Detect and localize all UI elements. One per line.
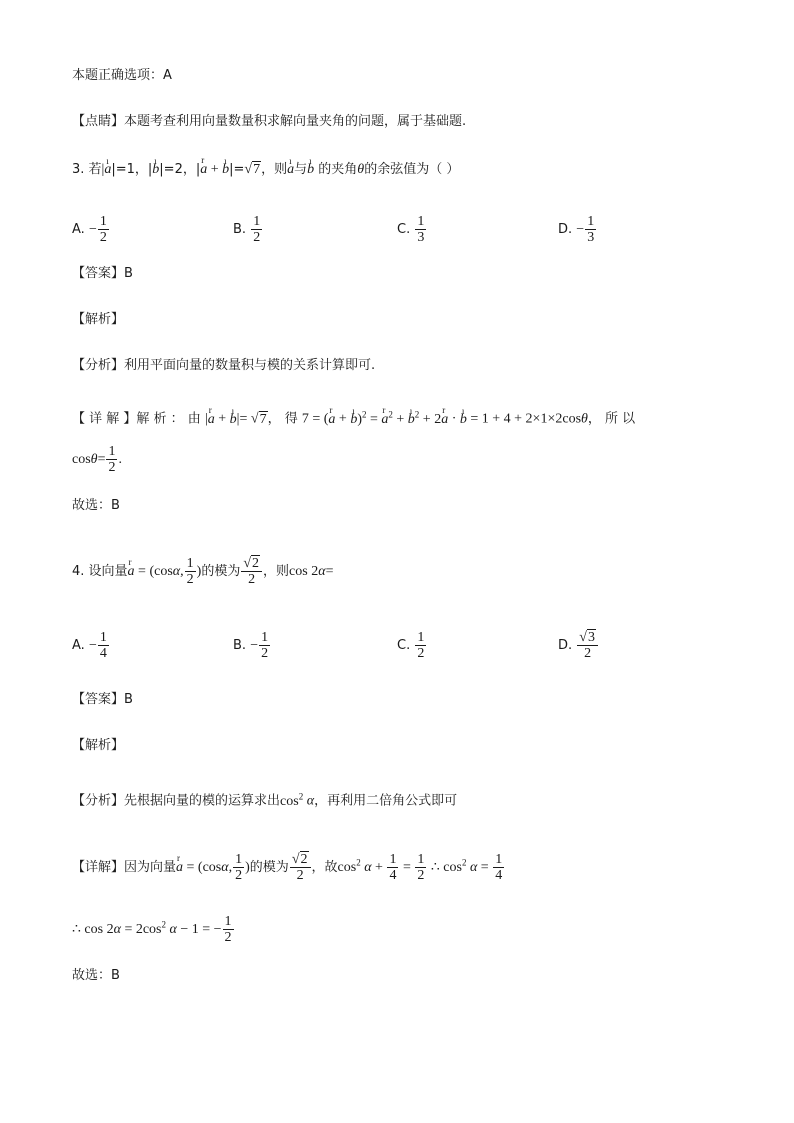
comment-line	[72, 112, 466, 132]
fraction: $\frac{1}{2}$	[235, 852, 243, 883]
vector-a: r a	[328, 410, 335, 430]
q3-text-1: |=1，|	[111, 162, 153, 177]
fraction: $\frac{1}{2}$	[417, 630, 425, 661]
q4-answer	[72, 690, 133, 710]
detail-text-a: 因为向量	[124, 860, 177, 875]
detail-tag: 【 详 解 】	[72, 411, 137, 427]
q3-analysis-tag: 【解析】	[72, 312, 125, 327]
comment-tag: 【点睛】	[72, 114, 125, 129]
q4-option-a[interactable]: A. − $\frac{1}{4}$	[72, 630, 107, 661]
fraction: $\frac{√3}{2}$	[577, 630, 598, 661]
vector-b: ı b	[408, 410, 415, 430]
fraction: $\frac{1}{2}$	[186, 556, 194, 587]
q3-text-2: |=2，|	[159, 162, 201, 177]
fraction: $\frac{1}{3}$	[587, 214, 595, 245]
option-label: D.	[558, 638, 573, 653]
detail-tag: 【详解】	[72, 860, 125, 875]
q3-option-b[interactable]	[233, 214, 263, 245]
option-label: D.	[558, 222, 573, 237]
fraction: $\frac{1}{2}$	[261, 630, 269, 661]
q3-detail-cont: cosθ= $\frac{1}{2}$ .	[72, 444, 122, 475]
fenxi-text: 先根据向量的模的运算求出	[124, 793, 281, 809]
sqrt-7: √7	[250, 411, 267, 427]
q4-conclusion: ∴ $\cos 2\alpha = 2\cos^2$ α − 1 = − $\frac{1}{2}$	[72, 914, 232, 945]
vector-a: r a	[208, 410, 215, 430]
fraction: $\frac{√2}{2}$	[290, 852, 311, 883]
question-4-stem: 4. 设向量r a = (cosα, $\frac{1}{2}$ )的模为 $\frac{√2}{2}$ ，则cos 2α=	[72, 556, 333, 587]
q3-fenxi	[72, 356, 375, 376]
vector-a: r a	[128, 562, 135, 582]
fraction: $\frac{1}{4}$	[389, 852, 397, 883]
fenxi-text-2: ，再利用二倍角公式即可	[314, 793, 458, 809]
option-label: C.	[397, 638, 411, 653]
q4-option-d[interactable]	[558, 630, 599, 661]
vector-b: ı b	[152, 160, 159, 180]
vector-b: ı b	[460, 410, 467, 430]
q3-option-c[interactable]	[397, 214, 427, 245]
q4-fenxi: 【分析】先根据向量的模的运算求出$\cos^2 \alpha$，再利用二倍角公式即可	[72, 791, 458, 809]
detail-text-b: ， 得	[267, 411, 298, 427]
q3-detail: 【 详 解 】解 析 ： 由 |r a + ı b|= √7， 得 7 = (r a + ı b)$^2$ = r $a^2$ + ı $b^2 + 2r$ a · ı b = 1 + 4 + 2×1×2cosθ， 所 以	[72, 404, 635, 430]
q3-text-5: 与	[294, 162, 308, 177]
q3-text-4: ，则	[261, 162, 288, 177]
equals: =	[97, 452, 106, 467]
vector-b: ı b	[222, 160, 229, 180]
vector-a: r a	[441, 410, 448, 430]
cos-2-text: cos 2	[289, 564, 319, 579]
detail-text-c: ，故	[311, 860, 338, 875]
q3-option-a[interactable]: A. − $\frac{1}{2}$	[72, 214, 107, 245]
answer-value: B	[124, 692, 133, 707]
fraction: $\frac{1}{3}$	[417, 214, 425, 245]
answer-tag: 【答案】	[72, 692, 125, 707]
vector-b: ı b	[307, 160, 314, 180]
q3-option-d[interactable]: D. − $\frac{1}{3}$	[558, 214, 595, 245]
vector-a: ı a	[104, 160, 111, 180]
detail-text-a: 解 析 ： 由	[136, 411, 201, 427]
detail-text-b: 的模为	[249, 860, 289, 875]
vector-b: ı b	[230, 410, 237, 430]
detail-text-c: ， 所 以	[587, 411, 636, 427]
fenxi-text: 利用平面向量的数量积与模的关系计算即可.	[124, 358, 376, 373]
fraction: $\frac{1}{2}$	[224, 914, 232, 945]
vector-a: r a	[200, 160, 207, 180]
option-label: A.	[72, 222, 85, 237]
q3-final: 故选：B	[72, 498, 120, 513]
vector-a: ı a	[287, 160, 294, 180]
q4-text-2: ，则	[263, 564, 290, 579]
previous-answer-line: 本题正确选项：A	[72, 68, 172, 83]
option-label: A.	[72, 638, 85, 653]
q3-number: 3. 若	[72, 162, 102, 177]
vector-a: r a	[176, 858, 183, 878]
q4-detail: 【详解】因为向量r a = (cosα, $\frac{1}{2}$ )的模为 $\frac{√2}{2}$ ，故$\cos^2 \alpha$ + $\frac{1}{4}$ = $\frac{1}{2}$ ∴ $\cos^2 \alpha$ = $\frac{1}{4}$	[72, 852, 505, 883]
answer-tag: 【答案】	[72, 266, 125, 281]
q4-option-c[interactable]	[397, 630, 427, 661]
sqrt-7: √7	[244, 162, 261, 177]
q3-text-3: |=	[229, 162, 245, 177]
q4-number: 4. 设向量	[72, 564, 128, 579]
q3-answer	[72, 264, 133, 284]
q4-analysis-tag: 【解析】	[72, 738, 125, 753]
option-label: B.	[233, 222, 247, 237]
fraction: $\frac{1}{2}$	[417, 852, 425, 883]
fraction: $\frac{1}{4}$	[99, 630, 107, 661]
question-3-stem: 3. 若|ı a|=1，|ı b|=2，|r a + ı b|=√7，则ı a与ı b 的夹角θ的余弦值为（ ）	[72, 160, 459, 180]
fenxi-tag: 【分析】	[72, 793, 125, 809]
vector-b: ı b	[350, 410, 357, 430]
comment-text: 本题考查利用向量数量积求解向量夹角的问题，属于基础题.	[124, 114, 467, 129]
fraction: $\frac{1}{2}$	[253, 214, 261, 245]
q3-text-7: 的余弦值为（ ）	[364, 162, 460, 177]
fraction: $\frac{1}{2}$	[108, 444, 116, 475]
option-label: B.	[233, 638, 247, 653]
option-label: C.	[397, 222, 411, 237]
cos-text: cos	[72, 452, 91, 467]
equals: =	[325, 564, 334, 579]
fraction: $\frac{1}{2}$	[99, 214, 107, 245]
fenxi-tag: 【分析】	[72, 358, 125, 373]
answer-value: B	[124, 266, 133, 281]
q4-text-1: 的模为	[201, 564, 241, 579]
fraction: $\frac{√2}{2}$	[241, 556, 262, 587]
q4-final: 故选：B	[72, 968, 120, 983]
q3-text-6: 的夹角	[318, 162, 358, 177]
q4-option-b[interactable]: B. − $\frac{1}{2}$	[233, 630, 269, 661]
fraction: $\frac{1}{4}$	[495, 852, 503, 883]
vector-a: r a	[381, 410, 388, 430]
